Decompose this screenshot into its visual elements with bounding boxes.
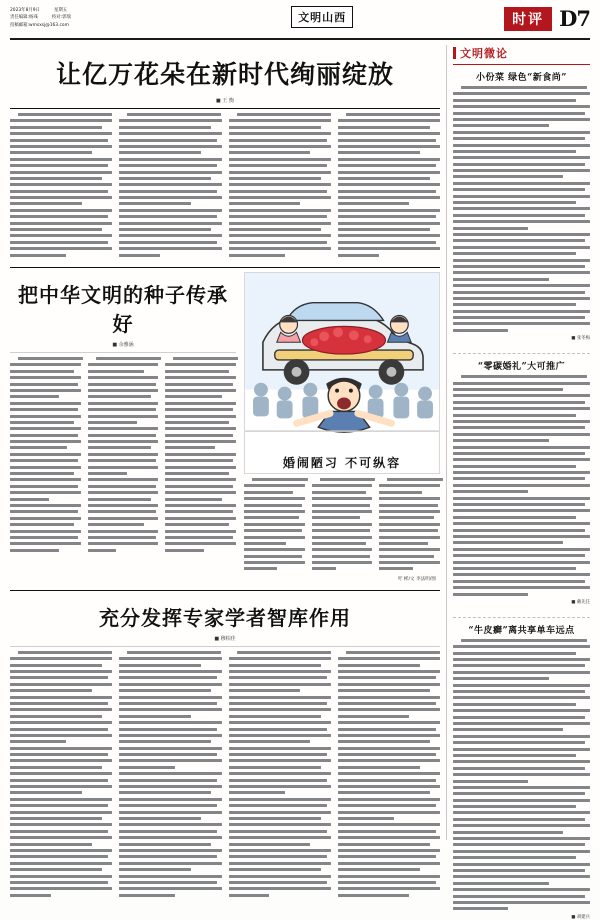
lead-text-column (10, 113, 112, 260)
article2-text-column (88, 357, 159, 555)
sidebar-item-title: 小份菜 绿色“新食尚” (476, 73, 567, 83)
sidebar-item-byline: ■ 戴先任 (571, 599, 590, 605)
lead-body-columns (10, 113, 440, 260)
illustration-text-column (379, 478, 440, 574)
sidebar-divider (453, 617, 590, 618)
illustration-text-column (244, 478, 305, 574)
submission-email: 投稿邮箱:wmsxsj@163.com (10, 22, 69, 28)
sidebar-commentary (446, 45, 590, 920)
masthead (10, 6, 590, 40)
lead-byline: ■ 王 衡 (216, 98, 234, 104)
masthead-logo-group (291, 6, 353, 28)
article2-body-columns (10, 357, 236, 555)
issue-date: 2023年8月9日 (10, 8, 40, 13)
article3-text-column (229, 651, 331, 900)
publication-logo: 文明山西 (291, 6, 353, 28)
illustration-article (244, 478, 440, 585)
sidebar-header (453, 45, 590, 65)
sidebar-item-body (453, 639, 590, 910)
lead-text-column (229, 113, 331, 260)
article3-title: 充分发挥专家学者智库作用 (99, 605, 351, 630)
illustration-block (244, 272, 440, 585)
article2 (10, 272, 236, 585)
article3-text-column (119, 651, 221, 900)
masthead-section-group (504, 6, 590, 31)
sidebar-item-body (453, 375, 590, 595)
article2-text-column (165, 357, 236, 555)
editor-credit: 责任编辑:杨彧 (10, 15, 38, 21)
sidebar-item-2 (453, 623, 590, 920)
issue-weekday: 星期五 (53, 8, 68, 13)
proofreader-credit: 校对:郭瑞 (51, 15, 71, 21)
lead-article (10, 45, 440, 260)
section-badge: 时评 (504, 7, 552, 31)
illustration-credit: 吁 彬/文 李法明/图 (397, 576, 436, 582)
masthead-publication-info (10, 6, 160, 29)
sidebar-item-byline: ■ 胡建兵 (571, 914, 590, 920)
sidebar-item-title: “牛皮癣”离共享单车远点 (468, 625, 575, 636)
article2-byline: ■ 余雅涵 (112, 341, 134, 348)
article3-divider (10, 646, 440, 647)
article2-and-illustration (10, 272, 440, 585)
sidebar-title: 文明微论 (460, 47, 508, 60)
article3-text-column (10, 651, 112, 900)
lead-headline: 让亿万花朵在新时代绚丽绽放 (55, 60, 394, 89)
illustration-figure (244, 272, 440, 474)
sidebar-item-title: “零碳婚礼”大可推广 (477, 362, 566, 373)
article3-text-column (338, 651, 440, 900)
accent-bar-icon (453, 47, 456, 59)
wedding-prank-cartoon (245, 273, 439, 446)
lead-divider (10, 108, 440, 109)
article2-title: 把中华文明的种子传承好 (18, 282, 228, 336)
page-number: D7 (559, 6, 590, 31)
section-divider (10, 267, 440, 268)
sidebar-item-1 (453, 359, 590, 605)
lead-text-column (338, 113, 440, 260)
sidebar-divider (453, 353, 590, 354)
sidebar-item-body (453, 86, 590, 332)
article2-text-column (10, 357, 81, 555)
article3 (10, 595, 440, 900)
illustration-caption: 婚闹陋习 不可纵容 (282, 455, 402, 470)
sidebar-item-0 (453, 70, 590, 341)
page-body (10, 45, 590, 920)
article3-body-columns (10, 651, 440, 900)
main-column (10, 45, 440, 840)
section-divider-2 (10, 590, 440, 591)
illustration-text-column (312, 478, 373, 574)
article2-divider (10, 352, 236, 353)
lead-text-column (119, 113, 221, 260)
article3-byline: ■ 穆柏佳 (214, 635, 236, 642)
sidebar-item-byline: ■ 张冬梅 (571, 336, 590, 342)
